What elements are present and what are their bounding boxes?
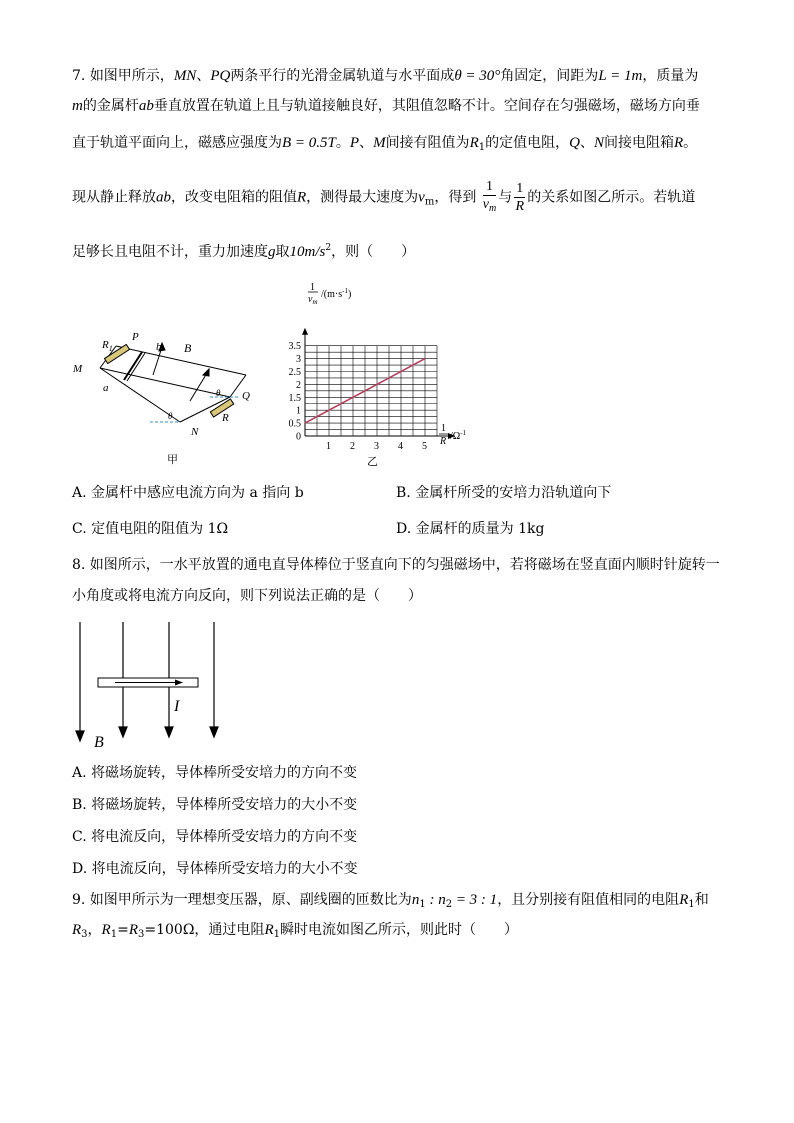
q7-line-5: 足够长且电阻不计，重力加速度g取$10m/s^2$，则（ ） — [72, 243, 416, 260]
y-tick-label: 2.5 — [288, 367, 301, 378]
label-theta-bottom: θ — [168, 411, 173, 421]
label-R1: $R_1$ — [102, 339, 113, 353]
q8-option-d[interactable]: D. 将电流反向，导体棒所受安培力的大小不变 — [72, 861, 358, 877]
caption-jia: 甲 — [167, 454, 178, 466]
q7-option-d[interactable]: D. 金属杆的质量为 1kg — [396, 521, 545, 537]
figure-jia-rails-diagram — [70, 325, 270, 470]
x-axis-label-den: R — [440, 436, 447, 447]
label-current-I: I — [174, 698, 180, 715]
b-arrow-2 — [190, 373, 207, 401]
x-tick-label: 2 — [350, 441, 355, 452]
y-tick-label: 1.5 — [288, 392, 301, 404]
b-arrow-2-head — [203, 369, 209, 376]
y-tick-label: 3.5 — [288, 341, 301, 353]
label-Q: Q — [242, 390, 250, 402]
figure-yi-chart — [280, 278, 480, 468]
q8-option-a[interactable]: A. 将磁场旋转，导体棒所受安培力的方向不变 — [72, 765, 358, 781]
y-tick-label: 2 — [296, 379, 301, 391]
label-N: N — [191, 426, 199, 438]
y-tick-label: 0.5 — [288, 418, 301, 430]
q7-line-3: 直于轨道平面向上，磁感应强度为B = 0.5T。P、M间接有阻值为$R_1$的定值电阻，Q、N间接电阻箱R。 — [72, 135, 698, 153]
rod-ab-edge — [127, 353, 145, 381]
x-tick-label: 1 — [326, 441, 331, 452]
q7-option-b[interactable]: B. 金属杆所受的安培力沿轨道向下 — [396, 485, 612, 501]
field-line-3-head — [165, 727, 173, 737]
label-field-B: B — [94, 734, 104, 751]
label-M: M — [73, 363, 83, 375]
field-line-1-head — [76, 731, 84, 741]
field-line-4-head — [210, 727, 218, 737]
figure-q8-magnetic-field — [70, 620, 230, 755]
q8-line-1: 8. 如图所示，一水平放置的通电直导体棒位于竖直向下的匀强磁场中，若将磁场在竖直面内顺时针旋转一 — [72, 557, 720, 573]
label-b: b — [156, 341, 162, 353]
y-tick-label: 0 — [296, 431, 301, 443]
fraction-1-over-vm: $\frac{1}{v_m}$ — [482, 179, 497, 214]
rail-pq-top — [100, 368, 230, 397]
label-a: a — [103, 382, 109, 394]
y-axis-label-num: 1 — [310, 282, 315, 293]
fraction-1-over-R: $\frac{1}{R}$ — [515, 181, 525, 214]
label-P: P — [132, 331, 139, 343]
q9-line-1: 9. 如图甲所示为一理想变压器，原、副线圈的匝数比为$n_1$ : $n_2 = 3$ : 1，且分别接有阻值相同的电阻$R_1$和 — [72, 892, 709, 910]
q7-line-4: 现从静止释放ab，改变电阻箱的阻值R，测得最大速度为$v_m$，得到 $\frac{1}{v_m}$ 与 $\frac{1}{R}$ 的关系如图乙所示。若轨道 — [72, 178, 695, 221]
caption-yi: 乙 — [367, 456, 378, 468]
q7-line-1: 7. 如图甲所示，MN、PQ两条平行的光滑金属轨道与水平面成θ = 30°角固定，间距为L = 1m，质量为 — [72, 68, 699, 84]
x-axis-label-unit: $/\Omega^{-1}$ — [450, 429, 467, 442]
chart-ticks — [289, 341, 428, 452]
label-R: R — [222, 412, 229, 424]
y-tick-label: 1 — [296, 405, 301, 417]
y-axis-arrow — [302, 328, 308, 335]
x-tick-label: 4 — [398, 441, 403, 452]
y-axis-label-den: $v_m$ — [308, 294, 318, 306]
chart-grid — [305, 346, 437, 436]
q9-line-2: $R_3$，$R_1=R_3=100\Omega$，通过电阻$R_1$瞬时电流如图乙所示，则此时（ ） — [72, 922, 518, 940]
q8-option-b[interactable]: B. 将磁场旋转，导体棒所受安培力的大小不变 — [72, 797, 358, 813]
field-line-2-head — [119, 727, 127, 737]
q7-option-c[interactable]: C. 定值电阻的阻值为 1Ω — [72, 521, 229, 537]
x-tick-label: 5 — [422, 441, 427, 452]
q8-option-c[interactable]: C. 将电流反向，导体棒所受安培力的方向不变 — [72, 829, 358, 845]
q8-line-2: 小角度或将电流方向反向，则下列说法正确的是（ ） — [72, 588, 422, 604]
label-theta-right: θ — [216, 388, 221, 398]
q7-line-2: m的金属杆ab垂直放置在轨道上且与轨道接触良好，其阻值忽略不计。空间存在匀强磁场，磁场方向垂 — [72, 98, 700, 114]
x-axis-label-num: 1 — [441, 423, 446, 434]
label-B: B — [184, 341, 192, 355]
q7-option-a[interactable]: A. 金属杆中感应电流方向为 a 指向 b — [72, 485, 304, 501]
y-tick-label: 3 — [296, 354, 301, 366]
x-tick-label: 3 — [374, 441, 379, 452]
y-axis-label-unit: $/(m\cdot s^{-1})$ — [321, 287, 352, 300]
